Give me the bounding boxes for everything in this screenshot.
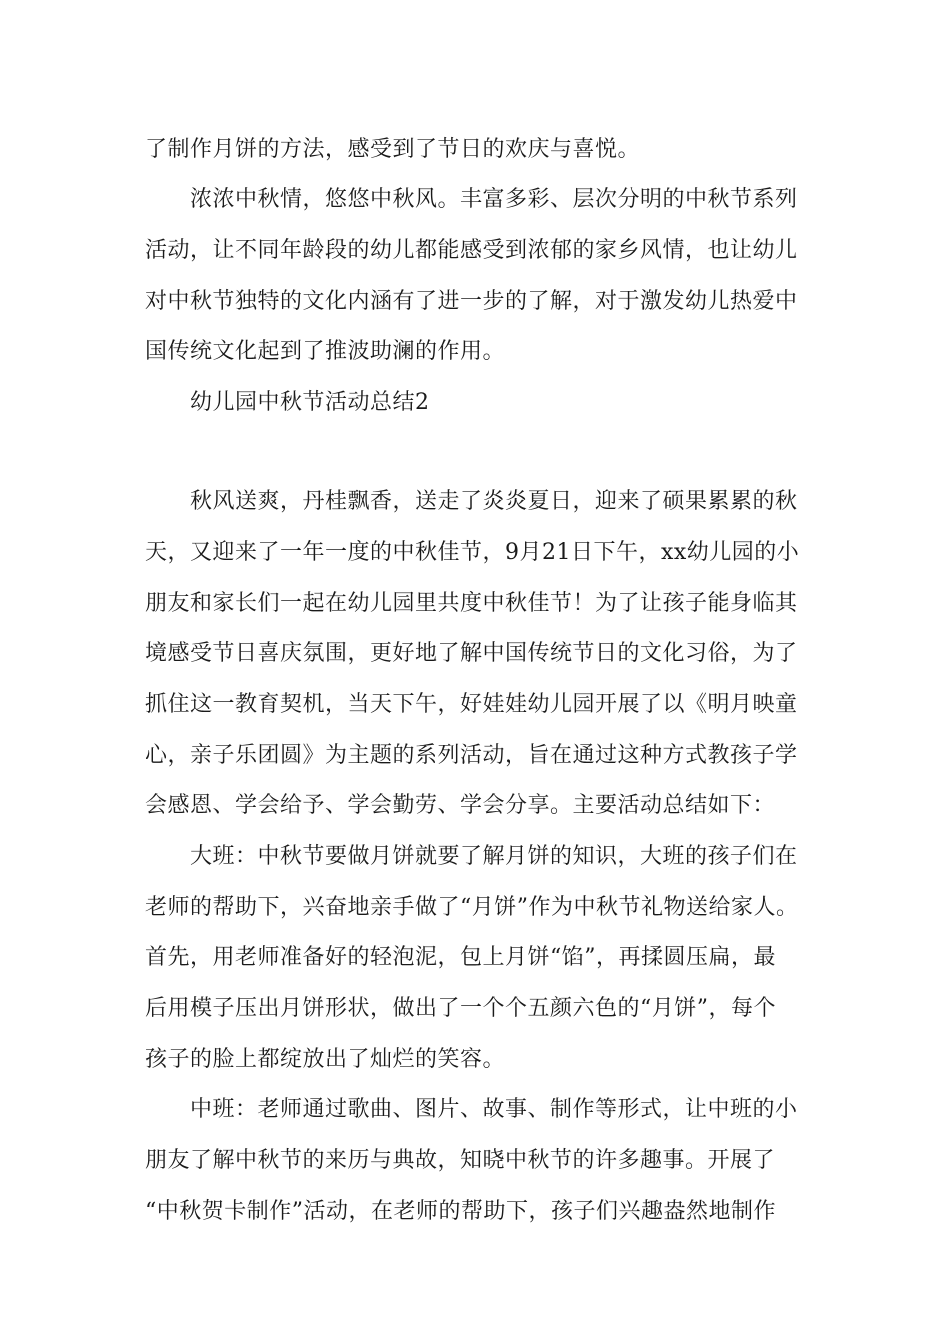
text-line: 会感恩、学会给予、学会勤劳、学会分享。主要活动总结如下： (145, 793, 776, 818)
text-line: “中秋贺卡制作”活动，在老师的帮助下，孩子们兴趣盎然地制作 (145, 1199, 776, 1224)
text-line: 活动，让不同年龄段的幼儿都能感受到浓郁的家乡风情，也让幼儿 (145, 238, 798, 263)
text-line: 对中秋节独特的文化内涵有了进一步的了解，对于激发幼儿热爱中 (145, 289, 798, 314)
text-line: 孩子的脸上都绽放出了灿烂的笑容。 (145, 1047, 506, 1072)
text-line: 国传统文化起到了推波助澜的作用。 (145, 339, 506, 364)
section-heading: 幼儿园中秋节活动总结2 (190, 390, 430, 415)
paragraph-first-line: 秋风送爽，丹桂飘香，送走了炎炎夏日，迎来了硕果累累的秋 (190, 489, 798, 514)
text-line: 抓住这一教育契机，当天下午，好娃娃幼儿园开展了以《明月映童 (145, 692, 798, 717)
paragraph-first-line: 浓浓中秋情，悠悠中秋风。丰富多彩、层次分明的中秋节系列 (190, 187, 798, 212)
paragraph-first-line: 大班：中秋节要做月饼就要了解月饼的知识，大班的孩子们在 (190, 844, 798, 869)
text-line: 了制作月饼的方法，感受到了节日的欢庆与喜悦。 (145, 137, 641, 162)
text-line: 老师的帮助下，兴奋地亲手做了“月饼”作为中秋节礼物送给家人。 (145, 895, 799, 920)
text-line: 首先，用老师准备好的轻泡泥，包上月饼“馅”，再揉圆压扁，最 (145, 945, 776, 970)
paragraph-first-line: 中班：老师通过歌曲、图片、故事、制作等形式，让中班的小 (190, 1097, 798, 1122)
text-line: 朋友了解中秋节的来历与典故，知晓中秋节的许多趣事。开展了 (145, 1148, 776, 1173)
text-line: 天，又迎来了一年一度的中秋佳节，9月21日下午，xx幼儿园的小 (145, 540, 800, 565)
text-line: 心，亲子乐团圆》为主题的系列活动，旨在通过这种方式教孩子学 (145, 743, 798, 768)
text-line: 境感受节日喜庆氛围，更好地了解中国传统节日的文化习俗，为了 (145, 641, 798, 666)
text-line: 后用模子压出月饼形状，做出了一个个五颜六色的“月饼”，每个 (145, 996, 776, 1021)
text-line: 朋友和家长们一起在幼儿园里共度中秋佳节！为了让孩子能身临其 (145, 591, 798, 616)
